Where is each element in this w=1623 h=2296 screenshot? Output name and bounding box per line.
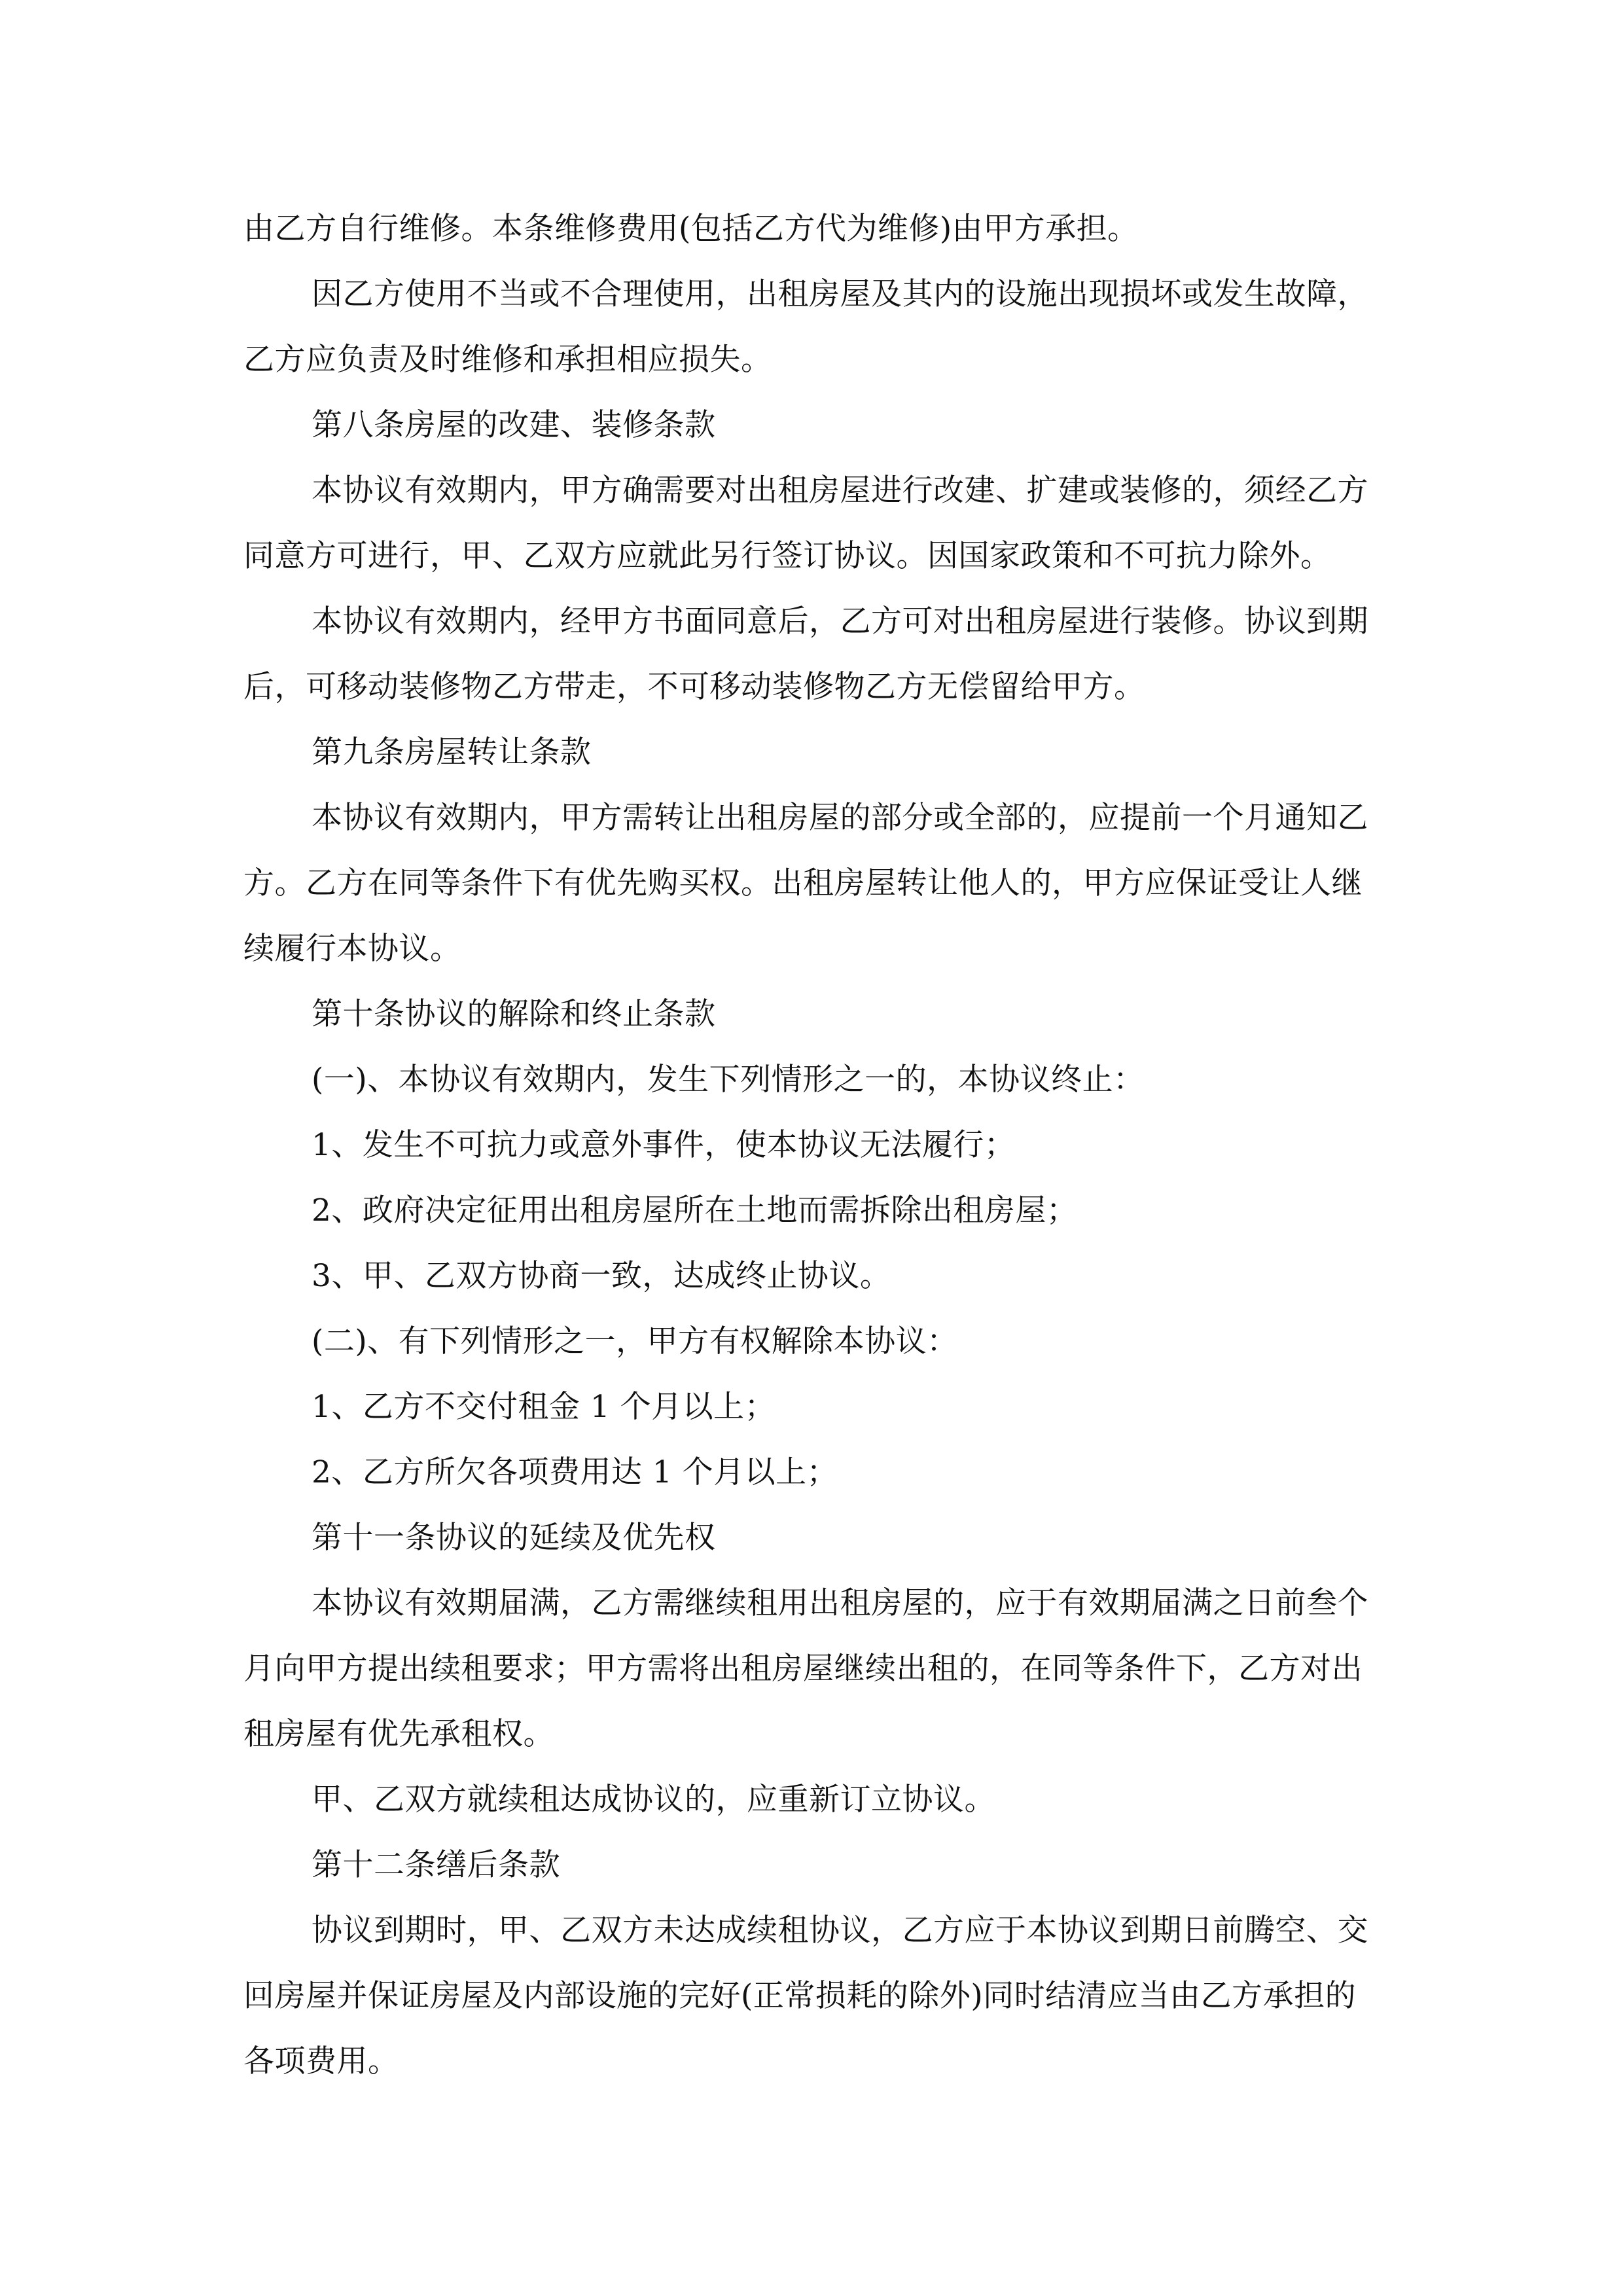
paragraph-3: 本协议有效期内，甲方确需要对出租房屋进行改建、扩建或装修的，须经乙方同意方可进行，甲、乙双方应就此另行签订协议。因国家政策和不可抗力除外。 [243,473,1368,574]
list-item-2: 2、政府决定征用出租房屋所在土地而需拆除出租房屋； [312,1193,1078,1229]
subsection-1: (一)、本协议有效期内，发生下列情形之一的，本协议终止： [312,1062,1145,1098]
list-item-4: 1、乙方不交付租金 1 个月以上； [312,1389,776,1425]
document-page [243,196,1380,2094]
section-heading-9: 第九条房屋转让条款 [312,734,592,770]
section-heading-12: 第十二条缮后条款 [312,1847,560,1883]
section-heading-8: 第八条房屋的改建、装修条款 [312,407,716,443]
section-heading-10: 第十条协议的解除和终止条款 [312,996,716,1032]
paragraph-4: 本协议有效期内，经甲方书面同意后，乙方可对出租房屋进行装修。协议到期后，可移动装修物乙方带走，不可移动装修物乙方无偿留给甲方。 [243,603,1368,705]
list-item-5: 2、乙方所欠各项费用达 1 个月以上； [312,1454,838,1490]
paragraph-5: 本协议有效期内，甲方需转让出租房屋的部分或全部的，应提前一个月通知乙方。乙方在同等条件下有优先购买权。出租房屋转让他人的，甲方应保证受让人继续履行本协议。 [243,800,1368,967]
paragraph-2: 因乙方使用不当或不合理使用，出租房屋及其内的设施出现损坏或发生故障，乙方应负责及时维修和承担相应损失。 [243,276,1368,378]
paragraph-6: 本协议有效期届满，乙方需继续租用出租房屋的，应于有效期届满之日前叁个月向甲方提出续租要求；甲方需将出租房屋继续出租的，在同等条件下，乙方对出租房屋有优先承租权。 [243,1585,1368,1752]
subsection-2: (二)、有下列情形之一，甲方有权解除本协议： [312,1323,958,1359]
paragraph-1: 由乙方自行维修。本条维修费用(包括乙方代为维修)由甲方承担。 [243,211,1139,247]
paragraph-8: 协议到期时，甲、乙双方未达成续租协议，乙方应于本协议到期日前腾空、交回房屋并保证房屋及内部设施的完好(正常损耗的除外)同时结清应当由乙方承担的各项费用。 [243,1912,1368,2079]
list-item-1: 1、发生不可抗力或意外事件，使本协议无法履行； [312,1127,1016,1163]
list-item-3: 3、甲、乙双方协商一致，达成终止协议。 [312,1258,891,1294]
section-heading-11: 第十一条协议的延续及优先权 [312,1520,716,1556]
paragraph-7: 甲、乙双方就续租达成协议的，应重新订立协议。 [312,1782,995,1818]
